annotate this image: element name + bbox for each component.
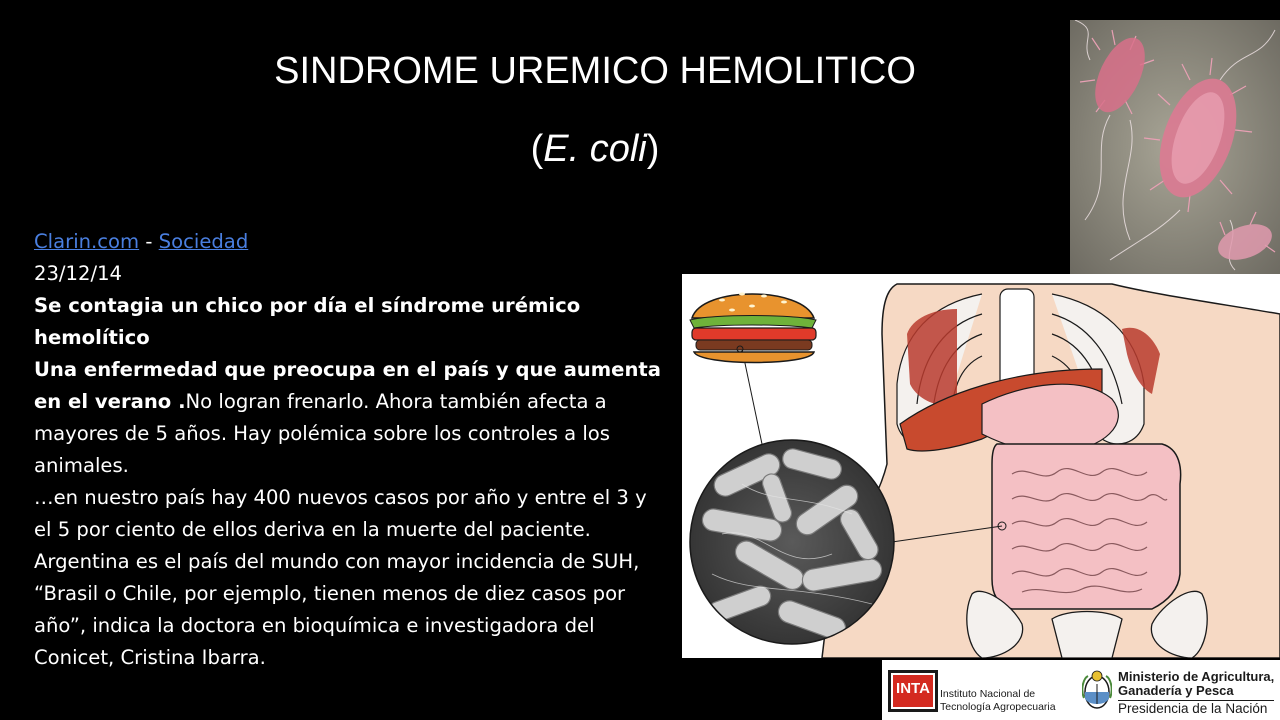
inta-line-2: Tecnología Agropecuaria	[940, 701, 1056, 713]
ministry-line-2: Ganadería y Pesca	[1118, 683, 1234, 698]
slide-subtitle	[180, 128, 1010, 171]
inta-logo-mark: INTA	[893, 675, 933, 707]
bacteria-micrograph	[690, 440, 894, 644]
subtitle-italic: E. coli	[543, 128, 647, 170]
article-lead	[34, 354, 664, 482]
section-link[interactable]: Sociedad	[158, 230, 249, 253]
source-separator: -	[139, 230, 159, 253]
article-date: 23/12/14	[34, 262, 122, 285]
large-intestine	[992, 444, 1181, 609]
digestive-diagram	[682, 274, 1280, 658]
article-lead-bold: Una enfermedad que preocupa en el país y que aumenta en el verano .	[34, 358, 661, 413]
inta-logo	[888, 670, 938, 712]
ministry-name	[1118, 670, 1274, 716]
article-body: …en nuestro país hay 400 nuevos casos por año y entre el 3 y el 5 por ciento de ellos deriva en la muerte del paciente. Argentina es el país del mundo con mayor incidencia de SUH, “Brasil o Chile, por ejemplo, tienen menos de diez casos por año”, indica la doctora en bioquímica e investigadora del Conicet, Cristina Ibarra.	[34, 486, 647, 669]
article	[34, 226, 664, 674]
article-headline: Se contagia un chico por día el síndrome urémico hemolítico	[34, 294, 581, 349]
inta-name	[940, 688, 1056, 714]
ministry-line-3: Presidencia de la Nación	[1118, 700, 1274, 716]
digestive-diagram-svg	[682, 274, 1280, 658]
subtitle-close: )	[646, 128, 660, 170]
subtitle-open: (	[530, 128, 544, 170]
article-lead-rest: No logran frenarlo. Ahora también afecta a mayores de 5 años. Hay polémica sobre los controles a los animales.	[34, 390, 611, 477]
national-seal-icon	[1082, 668, 1112, 712]
article-source	[34, 226, 664, 258]
hamburger-icon	[690, 293, 816, 363]
bacteria-illustration	[1070, 20, 1280, 274]
ministry-line-1: Ministerio de Agricultura,	[1118, 669, 1275, 684]
inta-line-1: Instituto Nacional de	[940, 688, 1036, 700]
source-link[interactable]: Clarin.com	[34, 230, 140, 253]
logos-bar	[882, 660, 1280, 720]
bacteria-illustration-svg	[1070, 20, 1280, 274]
slide-title: SINDROME UREMICO HEMOLITICO	[274, 50, 916, 92]
